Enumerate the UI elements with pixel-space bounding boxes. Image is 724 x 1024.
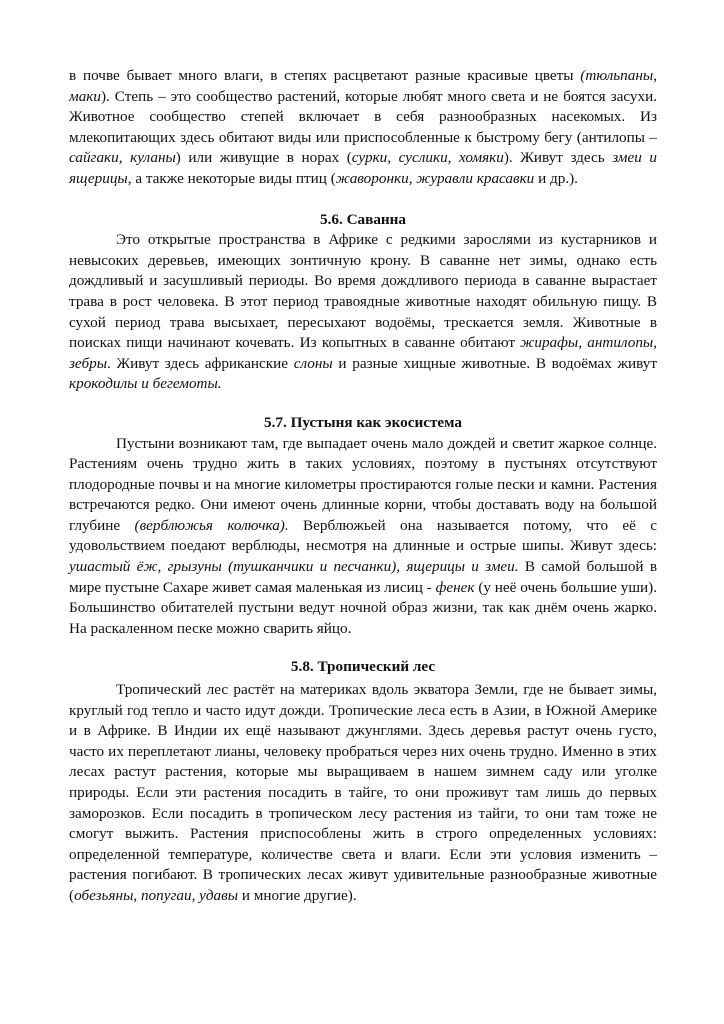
section-paragraph-desert	[69, 434, 657, 640]
italic-term: жаворонки, журавли красавки	[335, 169, 535, 187]
text-run: и разные хищные животные. В водоёмах живут	[332, 354, 657, 372]
text-run: ) или живущие в норах (	[175, 149, 352, 167]
text-run: ). Живут здесь	[503, 149, 613, 167]
italic-term: фенек	[435, 578, 475, 596]
italic-term: крокодилы и бегемоты.	[69, 375, 222, 393]
text-run: Пустыни возникают там, где выпадает очень мало дождей и светит жаркое солнце. Растениям очень трудно жить в таких условиях, поэтому в пустынях отсутствуют плодородные почвы и на многие километры простираются голые пески и камни. Растения встречаются редко. Они имеют очень длинные корни, чтобы доставать воду на большой глубине	[69, 434, 657, 534]
document-page	[69, 66, 657, 907]
text-run: и др.).	[534, 169, 578, 187]
italic-term: слоны	[293, 354, 333, 372]
italic-term: жирафы, антилопы, зебры	[69, 334, 657, 372]
text-run: В самой большой в мире пустыне Сахаре живет самая маленькая из лисиц -	[69, 558, 658, 596]
text-run: и многие другие).	[238, 886, 357, 904]
italic-term: (верблюжья колючка).	[134, 516, 289, 534]
italic-term: ушастый ёж, грызуны (тушканчики и песчанки), ящерицы и змеи.	[69, 558, 519, 576]
text-run: в почве бывает много влаги, в степях расцветают разные красивые цветы	[69, 67, 581, 84]
italic-term: змеи и ящерицы	[69, 149, 657, 187]
text-run: Верблюжьей она называется потому, что её с удовольствием поедают верблюды, несмотря на длинные и острые шипы. Живут здесь:	[69, 516, 657, 555]
section-title-savanna: 5.6. Саванна	[319, 210, 407, 228]
text-run: , а также некоторые виды птиц (	[127, 169, 336, 187]
text-run: . Живут здесь африканские	[106, 354, 294, 372]
text-run: Это открытые пространства в Африке с редкими зарослями из кустарников и невысоких деревьев, имеющих зонтичную крону. В саванне нет зимы, однако есть дождливый и засушливый периоды. Во время дождливого периода в саванне вырастает трава в рост человека. В этот период травоядные животные находят обильную пищу. В сухой период трава высыхает, пересыхают водоёмы, трескается земля. Животные в поисках пищи начинают кочевать. Из копытных в саванне обитают	[69, 231, 657, 352]
section-title-desert: 5.7. Пустыня как экосистема	[264, 413, 462, 431]
italic-term: (тюльпаны, маки	[69, 67, 657, 105]
italic-term: обезьяны, попугаи, удавы	[74, 886, 239, 904]
text-run: ). Степь – это сообщество растений, которые любят много света и не боятся засухи. Животное сообщество степей включает в себя разнообразных насекомых. Из млекопитающих здесь обитают виды или приспособленные к быстрому бегу (антилопы –	[69, 87, 657, 146]
italic-term: сайгаки, куланы	[69, 149, 176, 167]
text-run: Тропический лес растёт на материках вдоль экватора Земли, где не бывает зимы, круглый год тепло и часто идут дожди. Тропические леса есть в Азии, в Южной Америке и в Африке. В Индии их ещё называют джунглями. Здесь деревья растут очень густо, часто их переплетают лианы, человеку пробраться через них очень трудно. Именно в этих лесах растут растения, которые мы выращиваем в нашем зимнем саду или уголке природы. Если эти растения посадить в тайге, то они проживут там лишь до первых заморозков. Если посадить в тропическом лесу растения из тайги, то они там тоже не смогут выжить. Растения приспособлены жить в строго определенных условиях: определенной температуре, количестве света и влаги. Если эти условия изменить – растения погибают. В тропических лесах живут удивительные разнообразные животные (	[69, 681, 657, 904]
italic-term: сурки, суслики, хомяки	[351, 149, 504, 167]
section-title-tropical-forest: 5.8. Тропический лес	[290, 658, 436, 676]
section-paragraph-tropical-forest	[69, 680, 657, 907]
section-paragraph-savanna	[69, 230, 657, 395]
intro-paragraph	[69, 66, 657, 190]
text-run: (у неё очень большие уши). Большинство обитателей пустыни ведут ночной образ жизни, так как днём очень жарко. На раскаленном песке можно сварить яйцо.	[69, 578, 657, 637]
